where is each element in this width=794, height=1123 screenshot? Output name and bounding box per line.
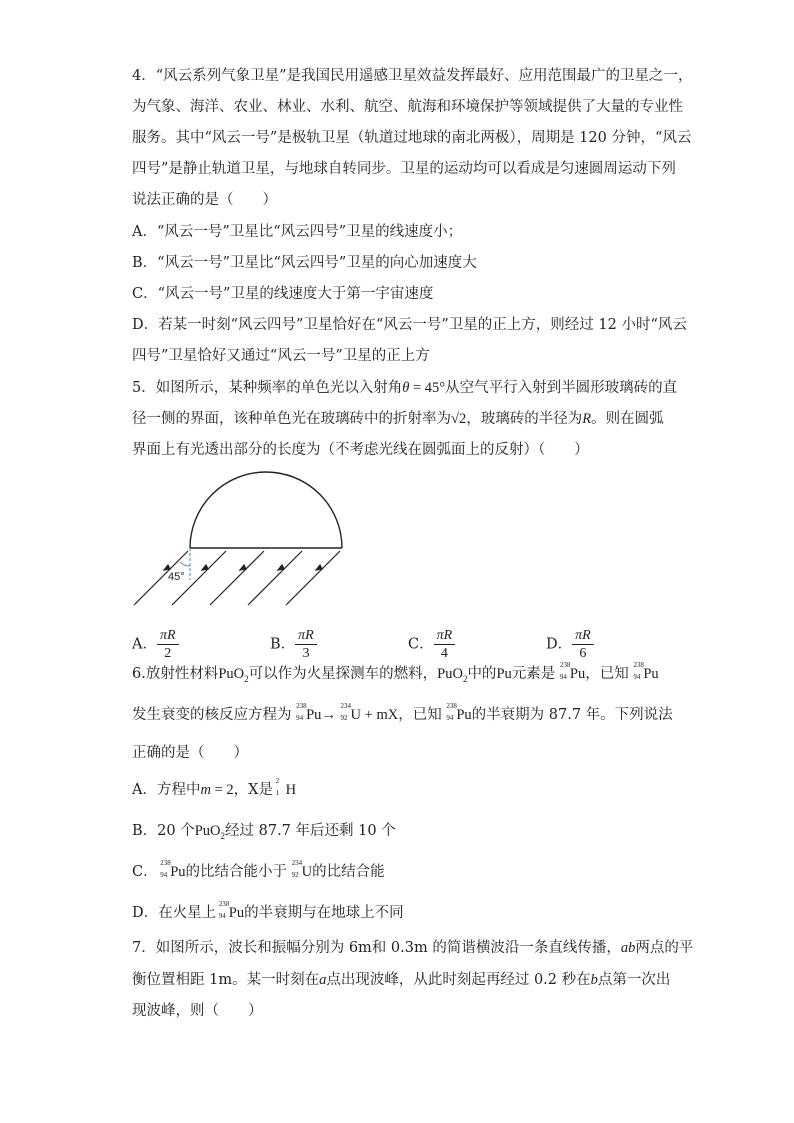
q5-option-b: B． $\frac{\pi R}{3}$ [270, 627, 317, 662]
q5-stem-line-1: 5．如图所示，某种频率的单色光以入射角θ = 45°从空气平行入射到半圆形玻璃砖的直 [132, 380, 678, 396]
q4-option-d: D．若某一时刻“风云四号”卫星恰好在“风云一号”卫星的正上方，则经过 12 小时“风云 [132, 317, 687, 333]
semicircle-arc [190, 472, 342, 548]
q6-stem-line-1: 6.放射性材料PuO$_2$可以作为火星探测车的燃料，PuO$_2$中的Pu元素是 238 94 Pu，已知 238 94 Pu [132, 661, 659, 684]
q4-stem-line-4: 四号”是静止轨道卫星，与地球自转同步。卫星的运动均可以看成是匀速圆周运动下列 [132, 161, 676, 177]
q4-option-a: A．“风云一号”卫星比“风云四号”卫星的线速度小； [132, 224, 463, 240]
q5-stem-line-2: 径一侧的界面，该种单色光在玻璃砖中的折射率为√2，玻璃砖的半径为R。则在圆弧 [132, 411, 664, 427]
q4-option-d-cont: 四号”卫星恰好又通过“风云一号”卫星的正上方 [132, 348, 430, 364]
q6-option-c: C． 238 94 Pu的比结合能小于 234 92 U的比结合能 [132, 859, 385, 880]
q4-stem-line-5: 说法正确的是（ ） [132, 192, 277, 208]
q6-stem-line-3: 正确的是（ ） [132, 745, 248, 761]
q4-option-b: B．“风云一号”卫星比“风云四号”卫星的向心加速度大 [132, 255, 477, 271]
q5-stem-line-3: 界面上有光透出部分的长度为（不考虑光线在圆弧面上的反射）（ ） [132, 442, 589, 458]
q4-option-c: C．“风云一号”卫星的线速度大于第一宇宙速度 [132, 286, 434, 302]
q6-option-a: A．方程中m = 2，X是 2 1 H [132, 777, 297, 798]
q4-stem-line-2: 为气象、海洋、农业、林业、水利、航空、航海和环境保护等领域提供了大量的专业性 [132, 99, 683, 115]
q6-option-d: D．在火星上 238 94 Pu的半衰期与在地球上不同 [132, 900, 404, 921]
q4-stem-line-3: 服务。其中“风云一号”是极轨卫星（轨道过地球的南北两极），周期是 120 分钟，“风云 [132, 130, 692, 146]
q5-option-a: A． $\frac{\pi R}{2}$ [132, 627, 179, 662]
q4-stem-line-1: 4．“风云系列气象卫星”是我国民用遥感卫星效益发挥最好、应用范围最广的卫星之一， [132, 68, 693, 84]
q7-stem-line-1: 7．如图所示，波长和振幅分别为 6m和 0.3m 的简谐横波沿一条直线传播，ab两点的平 [132, 940, 694, 956]
angle-label: 45° [168, 571, 185, 583]
incident-rays [134, 551, 340, 605]
q5-option-c: C． $\frac{\pi R}{4}$ [408, 627, 455, 662]
q7-stem-line-2: 衡位置相距 1m。某一时刻在a点出现波峰，从此时刻起再经过 0.2 秒在b点第一次出 [132, 972, 671, 988]
q6-stem-line-2: 发生衰变的核反应方程为 238 94 Pu→ 234 92 U + mX，已知 238 94 Pu的半衰期为 87.7 年。下列说法 [132, 702, 673, 723]
semicircle-glass-diagram [128, 470, 358, 620]
q6-option-b: B．20 个PuO$_2$经过 87.7 年后还剩 10 个 [132, 823, 396, 841]
q5-option-d: D． $\frac{\pi R}{6}$ [546, 627, 594, 662]
q7-stem-line-3: 现波峰，则（ ） [132, 1003, 263, 1019]
